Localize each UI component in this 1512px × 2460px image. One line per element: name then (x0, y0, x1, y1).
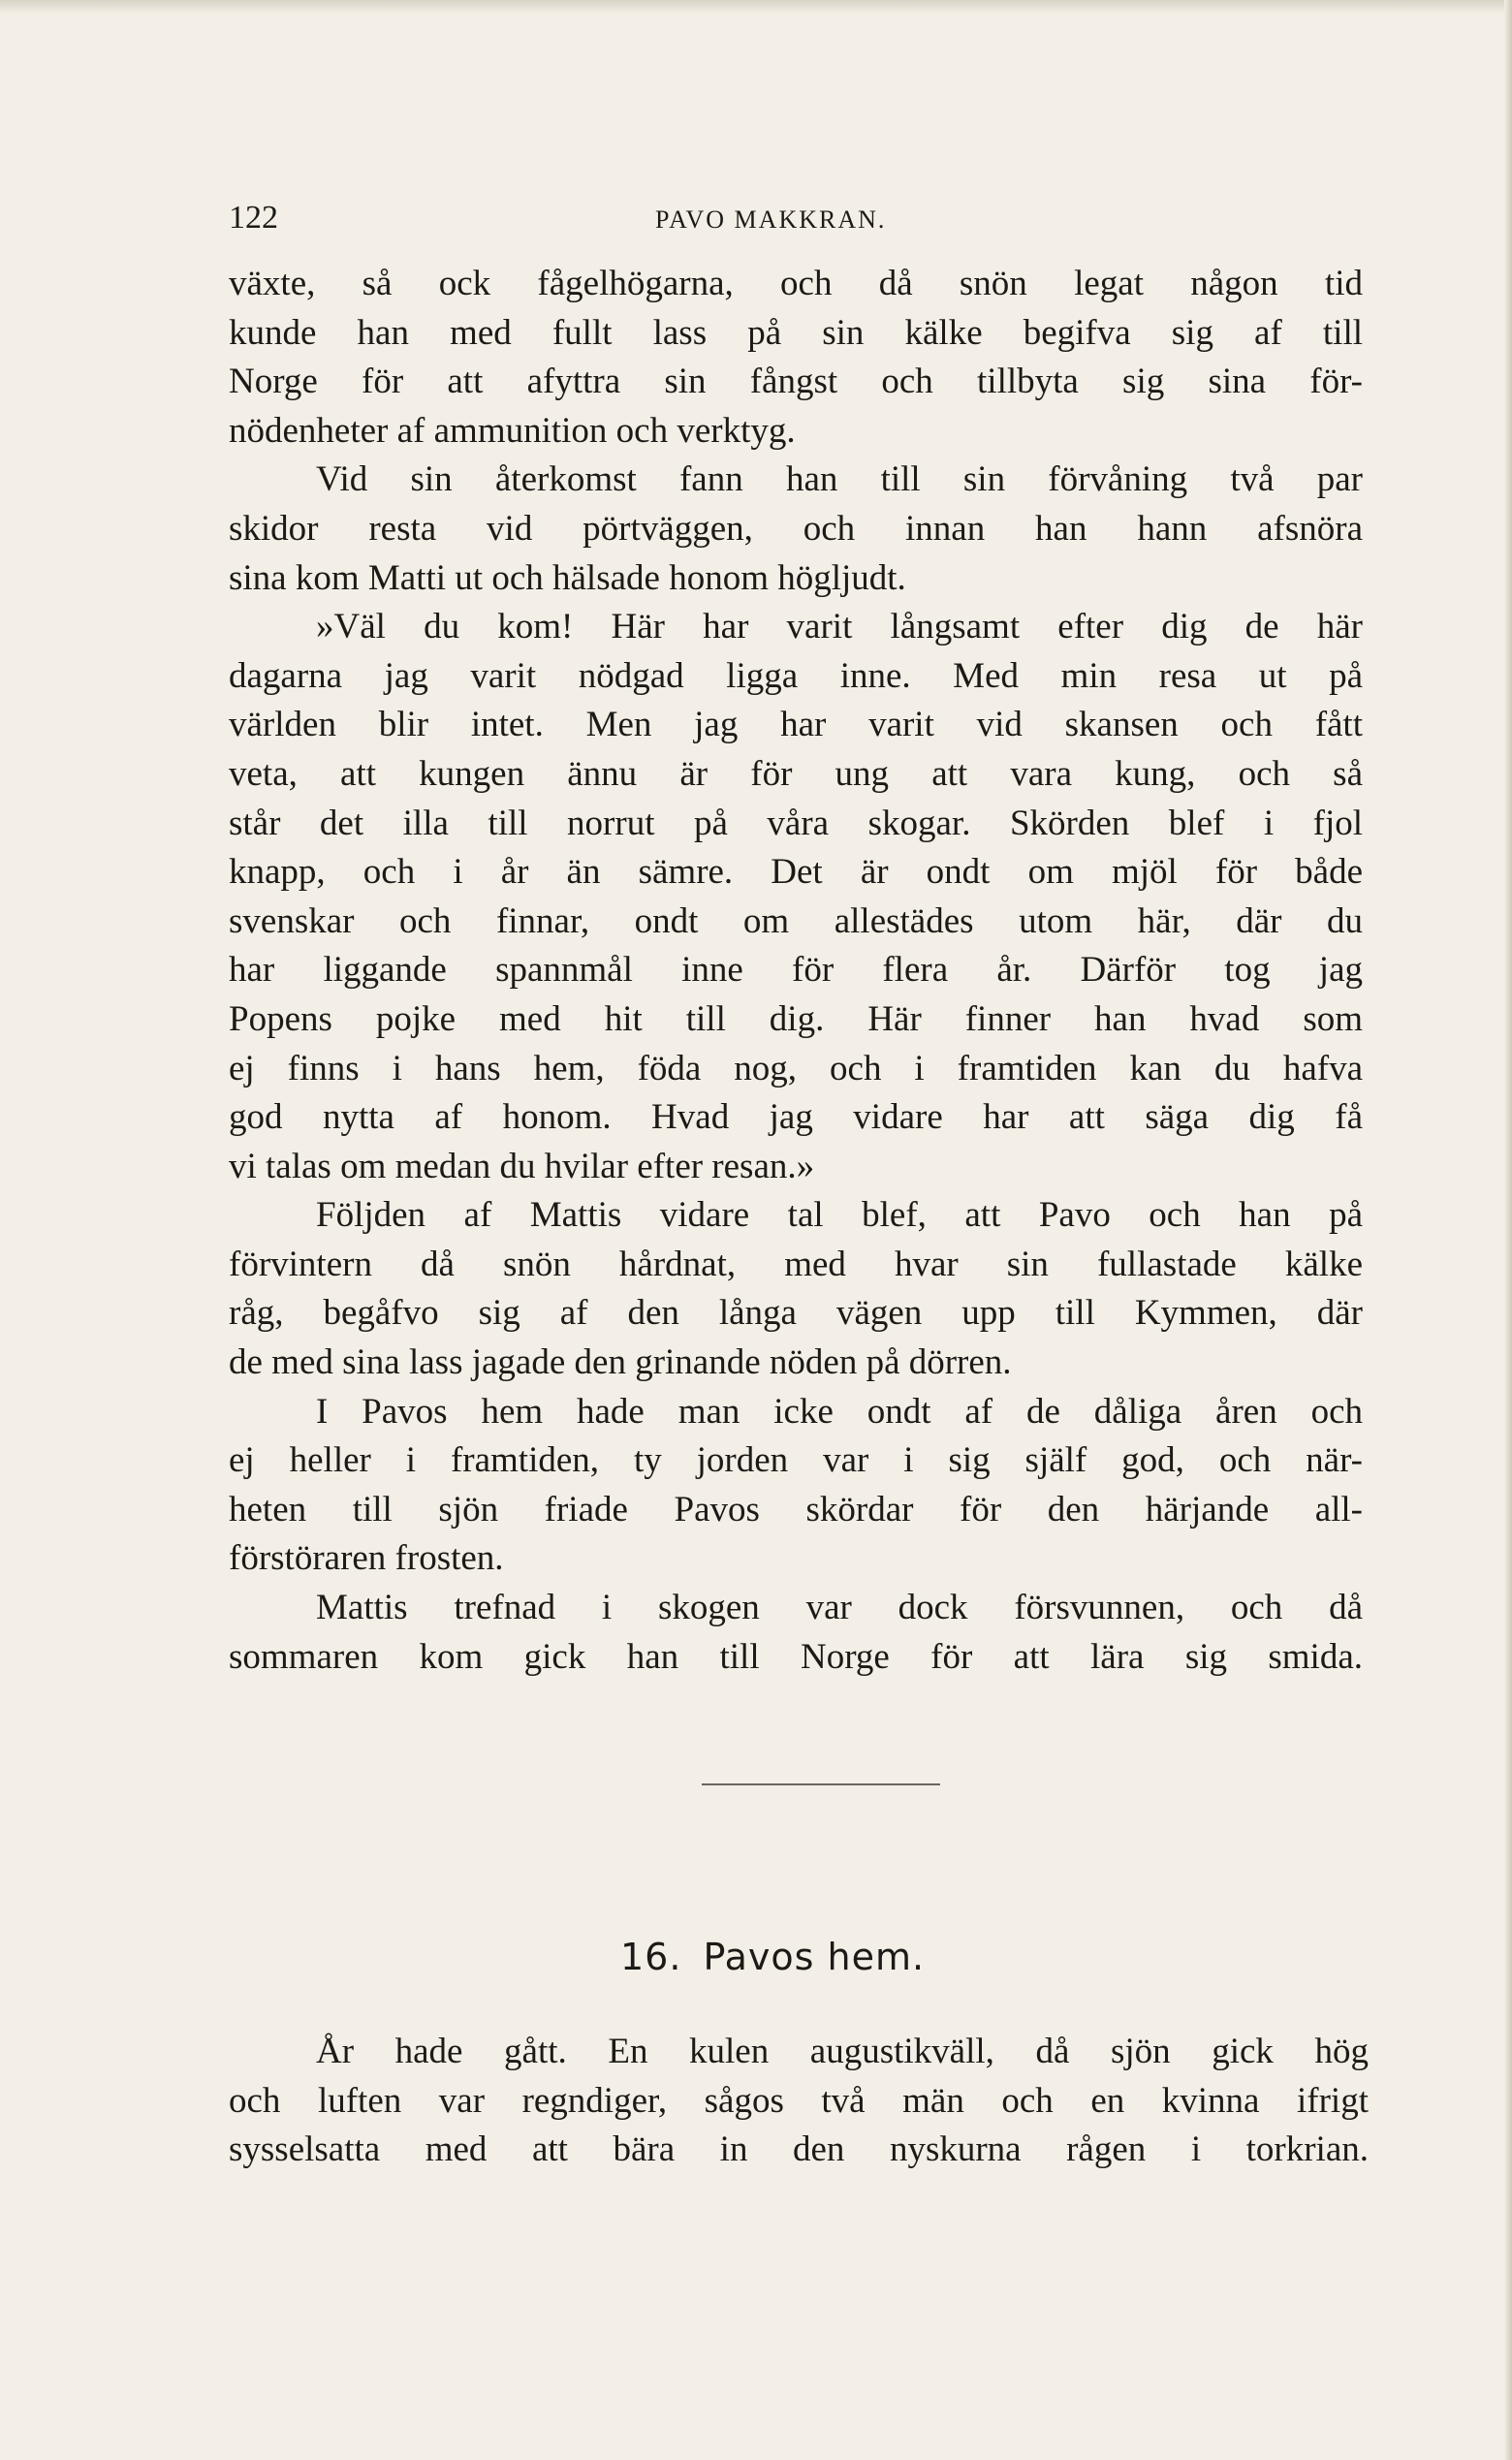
text-line: svenskar och finnar, ondt om allestädes utom här, där du (229, 900, 1363, 941)
section-divider (702, 1783, 940, 1785)
body-text (229, 260, 1363, 1682)
text-line: Vid sin återkomst fann han till sin förvåning två par (316, 459, 1363, 500)
running-head: PAVO MAKKRAN. (655, 205, 887, 234)
text-line: sina kom Matti ut och hälsade honom högljudt. (229, 557, 906, 598)
text-line: År hade gått. En kulen augustikväll, då sjön gick hög (316, 2032, 1369, 2071)
text-line: heten till sjön friade Pavos skördar för den härjande all- (229, 1489, 1363, 1530)
section-text (229, 2028, 1369, 2175)
text-line: ej heller i framtiden, ty jorden var i sig själf god, och när- (229, 1440, 1363, 1481)
page-edge-right (1504, 0, 1512, 2460)
text-line: skidor resta vid pörtväggen, och innan han hann afsnöra (229, 508, 1363, 549)
text-line: knapp, och i år än sämre. Det är ondt om mjöl för både (229, 852, 1363, 893)
text-line: växte, så ock fågelhögarna, och då snön legat någon tid (229, 264, 1363, 303)
text-line: förstöraren frosten. (229, 1538, 504, 1579)
text-line: I Pavos hem hade man icke ondt af de dåliga åren och (316, 1391, 1363, 1432)
text-line: ej finns i hans hem, föda nog, och i framtiden kan du hafva (229, 1048, 1363, 1088)
text-line: råg, begåfvo sig af den långa vägen upp till Kymmen, där (229, 1293, 1363, 1334)
page-number: 122 (229, 200, 278, 236)
section-heading (620, 1936, 925, 1978)
page-edge-top (0, 0, 1512, 14)
text-line: världen blir intet. Men jag har varit vid skansen och fått (229, 705, 1363, 745)
text-line: Mattis trefnad i skogen var dock försvunnen, och då (316, 1588, 1363, 1628)
text-line: vi talas om medan du hvilar efter resan.» (229, 1146, 815, 1186)
text-line: Popens pojke med hit till dig. Här finner han hvad som (229, 998, 1363, 1039)
text-line: och luften var regndiger, sågos två män och en kvinna ifrigt (229, 2080, 1369, 2121)
text-line: veta, att kungen ännu är för ung att vara kung, och så (229, 753, 1363, 794)
text-line: sommaren kom gick han till Norge för att lära sig smida. (229, 1636, 1363, 1677)
text-line: nödenheter af ammunition och verktyg. (229, 410, 796, 451)
text-line: dagarna jag varit nödgad ligga inne. Med min resa ut på (229, 655, 1363, 696)
text-line: de med sina lass jagade den grinande nöden på dörren. (229, 1342, 1012, 1383)
section-number: 16. (620, 1936, 682, 1978)
text-line: har liggande spannmål inne för flera år. Därför tog jag (229, 950, 1363, 991)
text-line: god nytta af honom. Hvad jag vidare har att säga dig få (229, 1097, 1363, 1138)
text-line: förvintern då snön hårdnat, med hvar sin fullastade kälke (229, 1244, 1363, 1284)
text-line: står det illa till norrut på våra skogar. Skörden blef i fjol (229, 803, 1363, 843)
text-line: »Väl du kom! Här har varit långsamt efter dig de här (316, 607, 1363, 647)
text-line: Följden af Mattis vidare tal blef, att Pavo och han på (316, 1195, 1363, 1236)
text-line: sysselsatta med att bära in den nyskurna rågen i torkrian. (229, 2129, 1369, 2170)
text-line: Norge för att afyttra sin fångst och tillbyta sig sina för- (229, 362, 1363, 402)
text-line: kunde han med fullt lass på sin kälke begifva sig af till (229, 312, 1363, 353)
page-header (229, 200, 1369, 248)
section-title: Pavos hem. (703, 1936, 926, 1978)
